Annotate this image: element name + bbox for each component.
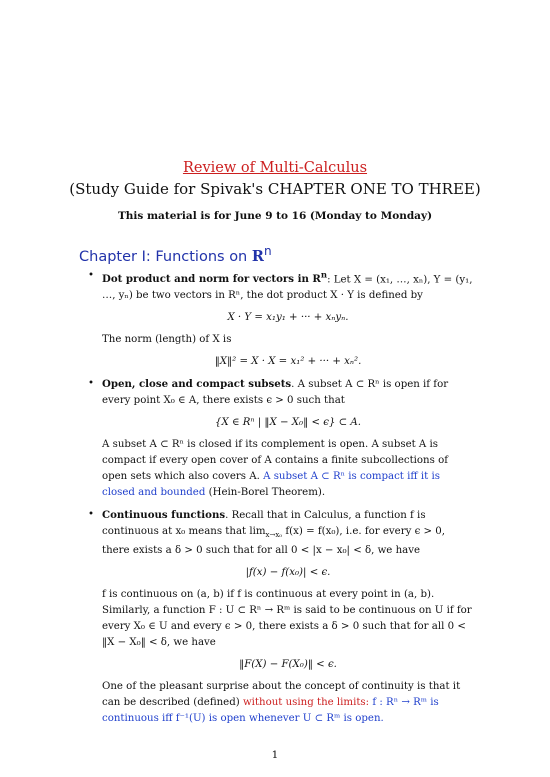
chapter-R: R bbox=[251, 247, 264, 265]
cont-text-a: . Recall that in Calculus, a function f is continuous at x₀ means that lim bbox=[102, 510, 426, 538]
list-item-dot-product bbox=[88, 268, 474, 370]
norm-formula: ‖X‖² = X · X = x₁² + ··· + xₙ². bbox=[214, 356, 362, 368]
cont-formula2: ‖F(X) − F(X₀)‖ < ϵ. bbox=[239, 659, 337, 671]
list-item-continuous bbox=[88, 507, 474, 727]
page-number: 1 bbox=[271, 749, 279, 761]
document-subtitle: (Study Guide for Spivak's CHAPTER ONE TO THREE) bbox=[69, 180, 481, 198]
chapter-label: Chapter I: Functions on bbox=[79, 248, 252, 265]
chapter-sup: n bbox=[263, 244, 272, 258]
open-formula: {X ∈ Rⁿ | ‖X − X₀‖ < ϵ} ⊂ A. bbox=[214, 417, 362, 429]
dot-paragraph: Dot product and norm for vectors in $R^n$: Let X = (x₁, …, xₙ), Y = (y₁, …, yₙ) be two vectors in Rⁿ, the dot product X · Y is defined by bbox=[102, 271, 473, 302]
date-note: This material is for June 9 to 16 (Monday to Monday) bbox=[117, 210, 433, 222]
open-paragraph bbox=[102, 376, 474, 409]
open-text-a: . A subset A ⊂ Rⁿ is open if for every point X₀ ∈ A, there exists ϵ > 0 such that bbox=[102, 379, 449, 407]
document-title: Review of Multi-Calculus bbox=[182, 160, 368, 176]
norm-text: The norm (length) of X is bbox=[102, 334, 232, 346]
bullet-icon: • bbox=[88, 378, 95, 390]
dot-formula: X · Y = x₁y₁ + ··· + xₙyₙ. bbox=[227, 312, 349, 324]
cont-text-b: f is continuous on (a, b) if f is continuous at every point in (a, b). Similarly, a function F : U ⊂ Rⁿ → Rᵐ is said to be continuous on U if for every X₀ ∈ U and every ϵ > 0, there exists a δ > 0 such that for all 0 < ‖X − X₀‖ < δ, we have bbox=[102, 589, 472, 649]
dot-heading: Dot product and norm for vectors in $R^n$ bbox=[102, 271, 328, 286]
heine-borel-label: (Hein-Borel Theorem). bbox=[208, 487, 326, 499]
cont-red-text: without using the limits: bbox=[242, 697, 370, 709]
main-content bbox=[88, 268, 474, 733]
lim-subscript: x→x₀ bbox=[265, 531, 283, 540]
cont-formula1: |f(x) − f(x₀)| < ϵ. bbox=[245, 567, 331, 579]
closed-paragraph bbox=[102, 437, 474, 501]
bullet-icon: • bbox=[88, 270, 95, 281]
cont-heading: Continuous functions bbox=[102, 509, 226, 522]
cont-text-c: One of the pleasant surprise about the concept of continuity is that it can be described (defined) bbox=[102, 681, 461, 709]
bullet-icon: • bbox=[88, 509, 95, 521]
cont-paragraph bbox=[102, 507, 474, 559]
cont-text-a2: f(x) = f(x₀), i.e. for every ϵ > 0, there exists a δ > 0 such that for all 0 < |x − x₀| < δ, we have bbox=[102, 526, 446, 557]
cont-paragraph-c bbox=[102, 679, 474, 727]
heine-borel-text: A subset A ⊂ Rⁿ is compact iff it is closed and bounded bbox=[102, 471, 440, 499]
dot-text-a: Let X = (x₁, …, xₙ), Y = (y₁, …, yₙ) be two vectors in Rⁿ, the dot product X · Y is defined by bbox=[102, 274, 473, 302]
open-heading: Open, close and compact subsets bbox=[102, 378, 292, 391]
list-item-open-sets bbox=[88, 376, 474, 501]
cont-blue-text: f : Rⁿ → Rᵐ is continuous iff f⁻¹(U) is open whenever U ⊂ Rᵐ is open. bbox=[102, 697, 439, 725]
chapter-heading bbox=[79, 244, 272, 265]
closed-text: A subset A ⊂ Rⁿ is closed if its complement is open. A subset A is compact if every open cover of A contains a finite subcollections of open sets which also covers A. bbox=[102, 439, 448, 483]
